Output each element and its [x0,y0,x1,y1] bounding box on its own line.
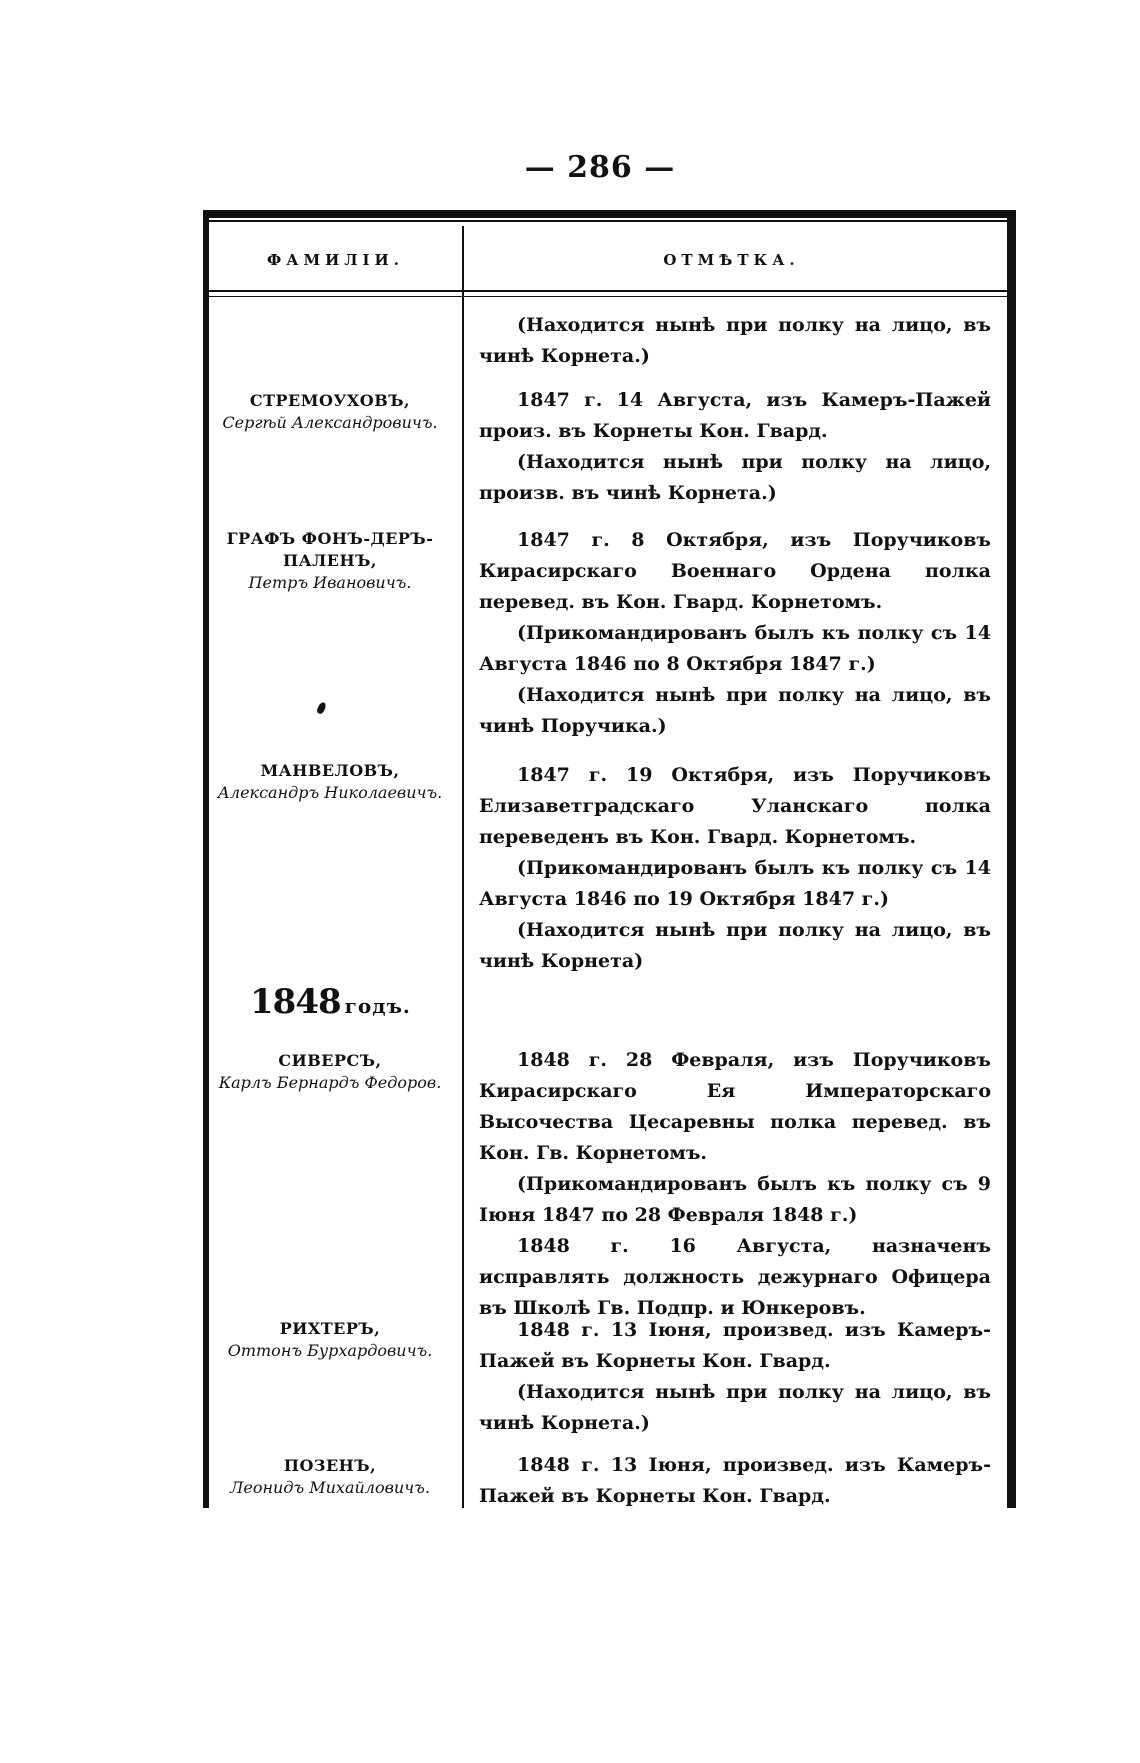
year-word: годъ. [344,994,411,1018]
surname: РИХТЕРЪ, [279,1319,381,1338]
given-name: Сергѣй Александровичъ. [222,413,438,432]
note-paragraph: (Находится нынѣ при полку на лицо, въ чинѣ Корнета.) [479,314,991,367]
year-heading [250,982,411,1022]
note-paragraph: 1848 г. 28 Февраля, изъ Поручиковъ Кирасирскаго Ея Императорскаго Высочества Цесаревны полка перевед. въ Кон. Гв. Корнетомъ. [479,1049,991,1164]
note-paragraph: 1848 г. 13 Іюня, произвед. изъ Камеръ-Пажей въ Корнеты Кон. Гвард. [479,1319,991,1372]
note-paragraph: (Прикомандированъ былъ къ полку съ 14 Августа 1846 по 19 Октября 1847 г.) [479,857,991,910]
given-name: Карлъ Бернардъ Федоров. [218,1073,442,1092]
given-name: Александръ Николаевичъ. [217,783,443,802]
entry-name-sivers [205,1050,455,1094]
note-paragraph: 1847 г. 8 Октября, изъ Поручиковъ Кирасирскаго Военнаго Ордена полка перевед. въ Кон. Гвард. Корнетомъ. [479,529,991,613]
entry-name-pahlen [205,528,455,594]
note-paragraph: (Прикомандированъ былъ къ полку съ 9 Іюня 1847 по 28 Февраля 1848 г.) [479,1173,991,1226]
entry-note-pozen [479,1450,991,1512]
given-name: Оттонъ Бурхардовичъ. [227,1341,433,1360]
note-paragraph: (Находится нынѣ при полку на лицо, въ чинѣ Корнета.) [479,1381,991,1434]
entry-note-manvelov [479,760,991,977]
entry-note-stremoukhov [479,385,991,509]
note-paragraph: (Находится нынѣ при полку на лицо, въ чинѣ Корнета) [479,919,991,972]
note-paragraph: 1847 г. 19 Октября, изъ Поручиковъ Елизаветградскаго Уланскаго полка переведенъ въ Кон. Гвард. Корнетомъ. [479,764,991,848]
entry-name-richter [205,1318,455,1362]
surname: ПОЗЕНЪ, [283,1456,377,1475]
page-number: — 286 — [524,150,676,185]
surname: МАНВЕЛОВЪ, [260,761,400,780]
entry-name-stremoukhov [205,390,455,434]
entry-name-pozen [205,1455,455,1499]
note-paragraph: 1847 г. 14 Августа, изъ Камеръ-Пажей произ. въ Корнеты Кон. Гвард. [479,389,991,442]
year-number: 1848 [250,982,341,1022]
note-paragraph: 1848 г. 16 Августа, назначенъ исправлять должность дежурнаго Офицера въ Школѣ Гв. Подпр. и Юнкеровъ. [479,1235,991,1319]
given-name: Петръ Ивановичъ. [248,573,412,592]
entry-note-richter [479,1315,991,1439]
continuation-note [479,310,991,372]
entry-name-manvelov [205,760,455,804]
note-paragraph: (Находится нынѣ при полку на лицо, произв. въ чинѣ Корнета.) [479,451,991,504]
note-paragraph: 1848 г. 13 Іюня, произвед. изъ Камеръ-Пажей въ Корнеты Кон. Гвард. [479,1454,991,1507]
column-header-surnames: ФАМИЛІИ. [267,251,404,269]
header-rule-top [209,220,1007,222]
surname: ГРАФЪ ФОНЪ-ДЕРЪ-ПАЛЕНЪ, [226,529,434,570]
column-header-note: ОТМѢТКА. [663,251,800,269]
note-paragraph: (Прикомандированъ былъ къ полку съ 14 Августа 1846 по 8 Октября 1847 г.) [479,622,991,675]
surname: СИВЕРСЪ, [278,1051,382,1070]
entry-note-sivers [479,1045,991,1324]
surname: СТРЕМОУХОВЪ, [249,391,411,410]
entry-note-pahlen [479,525,991,742]
given-name: Леонидъ Михайловичъ. [230,1478,430,1497]
header-rule-bottom [209,290,1007,297]
column-divider [462,226,464,1508]
note-paragraph: (Находится нынѣ при полку на лицо, въ чинѣ Поручика.) [479,684,991,737]
